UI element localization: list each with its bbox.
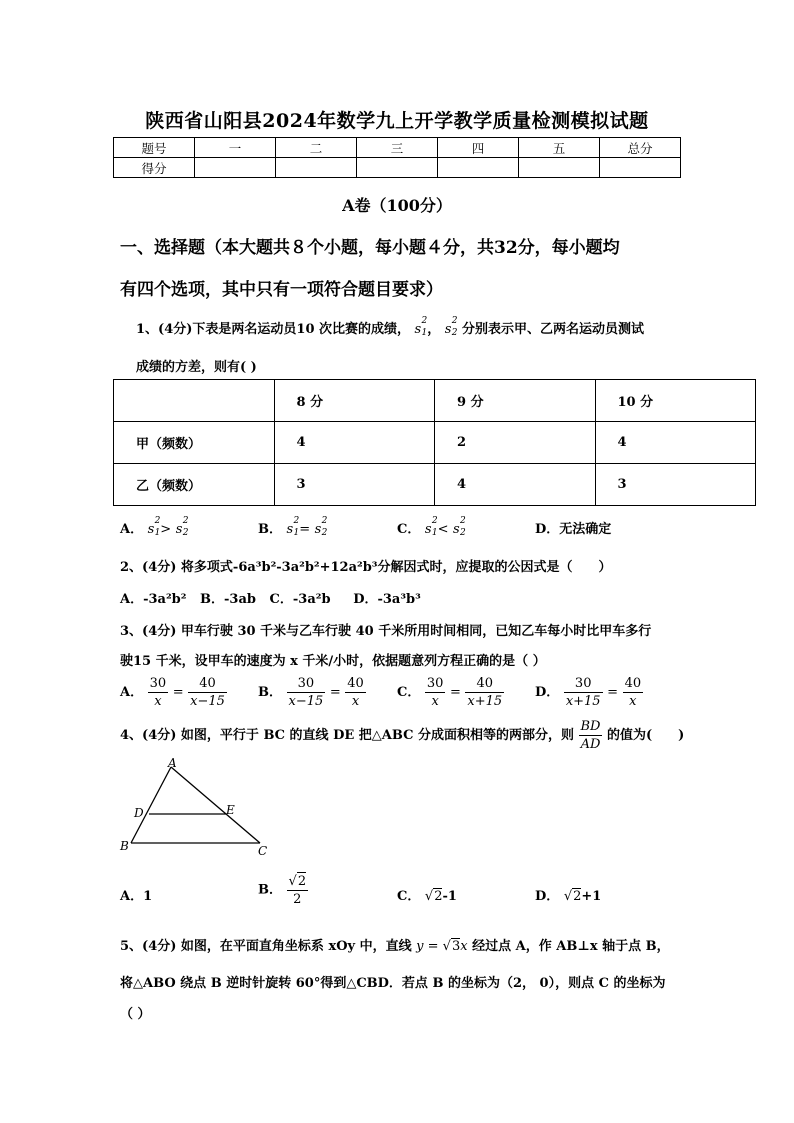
section-heading-line2: 有四个选项，其中只有一项符合题目要求）	[120, 280, 443, 300]
fraction-bd-ad: $\frac{BD}{AD}$	[580, 719, 601, 752]
q2-option-a: A．-3a²b²	[120, 592, 187, 607]
q1-text-b: 分别表示甲、乙两名运动员测试	[461, 322, 644, 337]
fraction: $\frac{30}{x+15}$	[565, 676, 601, 709]
fraction: $\frac{40}{x}$	[347, 676, 364, 709]
freq-cell: 8 分	[274, 380, 435, 422]
q3-line2: 驶15 千米，设甲车的速度为 x 千米/小时，依据题意列方程正确的是（ ）	[120, 654, 546, 669]
score-table-header-row	[114, 138, 681, 158]
fraction: $\frac{40}{x}$	[624, 676, 642, 709]
score-cell	[600, 158, 681, 178]
q4-option-b	[258, 872, 308, 908]
s2-squared: s 2 2	[175, 516, 189, 538]
q2-option-b: B．-3ab	[200, 592, 256, 607]
fraction: $\frac{40}{x-15}$	[190, 676, 225, 709]
option-label: C．	[397, 685, 421, 700]
score-header-cell: 四	[438, 138, 519, 158]
side-ac	[171, 767, 260, 843]
score-header-cell: 总分	[600, 138, 681, 158]
q1-option-b: B． s 2 1 = s 2 2	[258, 516, 328, 538]
q4-text-b: 的值为( )	[607, 728, 685, 743]
q4-option-d: D． √2+1	[535, 889, 602, 904]
q5-text-a: 5、(4分) 如图，在平面直角坐标系 xOy 中，直线	[120, 939, 412, 954]
exam-title: 陕西省山阳县2024年数学九上开学教学质量检测模拟试题	[145, 110, 649, 132]
q5-line1	[120, 935, 670, 954]
score-header-cell: 题号	[114, 138, 195, 158]
line-equation: y = √3x	[416, 939, 468, 954]
score-header-cell: 三	[357, 138, 438, 158]
option-label: B．	[258, 522, 282, 537]
frequency-table	[113, 379, 756, 506]
option-label: A．	[120, 522, 144, 537]
option-label: D．	[535, 685, 560, 700]
freq-header-row	[114, 380, 756, 422]
triangle-diagram	[110, 755, 280, 860]
q1-line2: 成绩的方差，则有( )	[136, 360, 257, 375]
s1-squared: s 2 1	[286, 516, 300, 538]
freq-cell: 甲（频数）	[114, 422, 275, 464]
q4-text-a: 4、(4分) 如图，平行于 BC 的直线 DE 把△ABC 分成面积相等的两部分，则	[120, 728, 574, 743]
score-header-cell: 一	[195, 138, 276, 158]
score-table-score-row	[114, 158, 681, 178]
s2-squared: s 2 2	[444, 316, 458, 338]
s1-squared: s 2 1	[424, 516, 438, 538]
label-b: B	[120, 839, 129, 853]
freq-cell: 9 分	[435, 380, 596, 422]
option-label: A．	[120, 685, 144, 700]
freq-cell: 乙（频数）	[114, 464, 275, 506]
fraction: $\frac{√2}{2}$	[288, 874, 307, 907]
fraction: $\frac{30}{x-15}$	[288, 676, 324, 709]
q5-line2: 将△ABO 绕点 B 逆时针旋转 60°得到△CBD．若点 B 的坐标为（2， 0），则点 C 的坐标为	[120, 976, 666, 991]
freq-cell: 4	[435, 464, 596, 506]
s2-squared: s 2 2	[314, 516, 328, 538]
freq-row-jia	[114, 422, 756, 464]
section-heading-line1: 一、选择题（本大题共８个小题，每小题４分，共32分，每小题均	[120, 238, 620, 258]
q3-line1: 3、(4分) 甲车行驶 30 千米与乙车行驶 40 千米所用时间相同，已知乙车每小时比甲车多行	[120, 624, 652, 639]
score-cell	[195, 158, 276, 178]
q2-options	[120, 588, 421, 607]
label-e: E	[226, 803, 235, 817]
q3-option-b: B． $\frac{30}{x-15}$ = $\frac{40}{x}$	[258, 676, 364, 709]
part-title: A卷（100分）	[342, 196, 452, 215]
q1-option-d: D．无法确定	[535, 522, 612, 537]
s1-squared: s 2 1	[147, 516, 161, 538]
label-c: C	[258, 844, 268, 858]
option-label: B．	[258, 685, 282, 700]
q4-text	[120, 718, 684, 753]
q2-text: 2、(4分) 将多项式-6a³b²-3a²b²+12a²b³分解因式时，应提取的公因式是（ ）	[120, 560, 612, 575]
q4-option-c: C． √2-1	[397, 889, 457, 904]
score-cell	[438, 158, 519, 178]
fraction: $\frac{30}{x}$	[426, 676, 444, 709]
option-label: B．	[258, 882, 282, 898]
score-cell	[357, 158, 438, 178]
option-label: C．	[397, 889, 421, 904]
freq-cell	[114, 380, 275, 422]
q1-option-c: C． s 2 1 < s 2 2	[397, 516, 466, 538]
label-d: D	[134, 806, 144, 820]
side-ab	[131, 767, 171, 843]
fraction: $\frac{40}{x+15}$	[467, 676, 503, 709]
freq-cell: 3	[274, 464, 435, 506]
q1-text-a: 1、(4分)下表是两名运动员10 次比赛的成绩，	[136, 322, 411, 337]
q3-option-c: C． $\frac{30}{x}$ = $\frac{40}{x+15}$	[397, 676, 503, 709]
freq-cell: 10 分	[595, 380, 756, 422]
freq-row-yi	[114, 464, 756, 506]
score-header-cell: 五	[519, 138, 600, 158]
option-label: C．	[397, 522, 421, 537]
score-cell	[276, 158, 357, 178]
q5-text-b: 经过点 A，作 AB⊥x 轴于点 B，	[472, 939, 670, 954]
freq-cell: 4	[595, 422, 756, 464]
score-table	[113, 137, 681, 178]
freq-cell: 4	[274, 422, 435, 464]
q1-line1: 1、(4分)下表是两名运动员10 次比赛的成绩， s 2 1 ， s 2 2 分别表示甲、乙两名运动员测试	[136, 316, 644, 338]
score-header-cell: 二	[276, 138, 357, 158]
s2-squared: s 2 2	[453, 516, 466, 538]
freq-cell: 2	[435, 422, 596, 464]
score-cell	[519, 158, 600, 178]
q1-option-a: A． s 2 1 > s 2 2	[120, 516, 189, 538]
q2-option-d: D．-3a³b³	[353, 592, 421, 607]
freq-cell: 3	[595, 464, 756, 506]
s1-squared: s 2 1	[414, 316, 428, 338]
q2-option-c: C．-3a²b	[269, 592, 331, 607]
option-label: D．	[535, 889, 560, 904]
q5-line3: （ ）	[120, 1007, 151, 1022]
fraction: $\frac{30}{x}$	[149, 676, 167, 709]
q3-option-a: A． $\frac{30}{x}$ = $\frac{40}{x-15}$	[120, 676, 225, 709]
q4-option-a: A．1	[120, 889, 153, 904]
score-row-label: 得分	[114, 158, 195, 178]
q3-option-d: D． $\frac{30}{x+15}$ = $\frac{40}{x}$	[535, 676, 642, 709]
label-a: A	[168, 756, 177, 770]
